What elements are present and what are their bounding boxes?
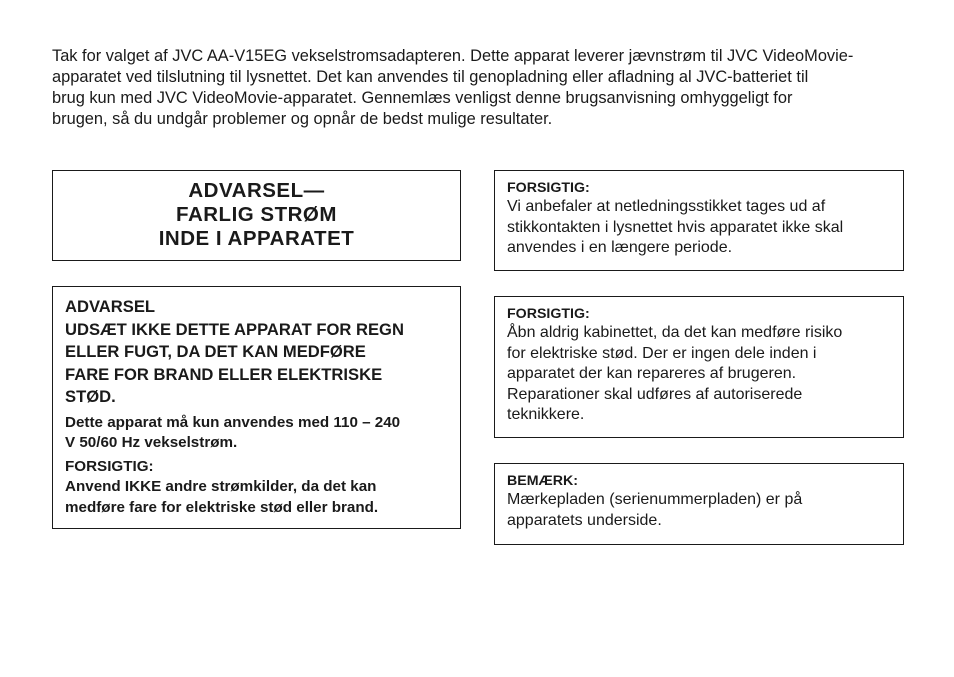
danger-warning-box <box>52 170 461 261</box>
rain-moisture-warning-box <box>52 286 461 529</box>
warning-title-line: INDE I APPARATET <box>158 227 355 250</box>
note-text <box>507 197 891 259</box>
note-label: BEMÆRK: <box>507 473 578 489</box>
note-line: apparatet der kan repareres af brugeren. <box>507 365 797 383</box>
cabinet-caution-box <box>494 296 904 438</box>
warning-heading-line: STØD. <box>65 387 116 406</box>
intro-line: brug kun med JVC VideoMovie-apparatet. Gennemlæs venligst denne brugsanvisning omhyggeligt for <box>52 89 793 107</box>
warning-title-line: FARLIG STRØM <box>176 203 337 226</box>
note-text <box>507 490 891 531</box>
note-label: FORSIGTIG: <box>507 180 590 196</box>
caution-label: FORSIGTIG: <box>65 457 154 475</box>
note-text <box>507 323 891 426</box>
note-label: FORSIGTIG: <box>507 306 590 322</box>
rating-plate-note-box <box>494 463 904 545</box>
warning-heading-line: FARE FOR BRAND ELLER ELEKTRISKE <box>65 364 383 384</box>
intro-line: apparatet ved tilslutning til lysnettet. Det kan anvendes til genopladning eller afladning al JVC-batteriet til <box>52 68 809 86</box>
warning-title-line: ADVARSEL— <box>188 179 325 202</box>
intro-line: brugen, så du undgår problemer og opnår de bedst mulige resultater. <box>52 110 553 128</box>
unplug-caution-box <box>494 170 904 271</box>
note-line: teknikkere. <box>507 406 585 424</box>
note-line: apparatets underside. <box>507 511 662 529</box>
note-line: for elektriske stød. Der er ingen dele inden i <box>507 344 817 362</box>
warning-heading-line: UDSÆT IKKE DETTE APPARAT FOR REGN <box>65 319 404 339</box>
voltage-notice <box>65 413 448 454</box>
voltage-line: V 50/60 Hz vekselstrøm. <box>65 434 238 451</box>
note-line: Åbn aldrig kabinettet, da det kan medføre risiko <box>507 324 843 341</box>
warning-heading-line: ADVARSEL <box>65 297 156 316</box>
note-line: Reparationer skal udføres af autoriserede <box>507 385 803 403</box>
note-line: Mærkepladen (serienummerpladen) er på <box>507 491 803 508</box>
intro-paragraph <box>52 46 912 130</box>
note-line: Vi anbefaler at netledningsstikket tages ud af <box>507 198 826 215</box>
power-source-caution <box>65 457 448 519</box>
intro-line: Tak for valget af JVC AA-V15EG vekselstromsadapteren. Dette apparat leverer jævnstrøm til JVC VideoMovie- <box>52 47 854 65</box>
warning-heading-line: ELLER FUGT, DA DET KAN MEDFØRE <box>65 342 366 361</box>
note-line: stikkontakten i lysnettet hvis apparatet ikke skal <box>507 218 844 236</box>
caution-line: Anvend IKKE andre strømkilder, da det kan <box>65 478 377 495</box>
caution-line: medføre fare for elektriske stød eller brand. <box>65 498 379 516</box>
voltage-line: Dette apparat må kun anvendes med 110 – 240 <box>65 413 401 431</box>
note-line: anvendes i en længere periode. <box>507 239 733 257</box>
warning-heading <box>65 296 448 409</box>
